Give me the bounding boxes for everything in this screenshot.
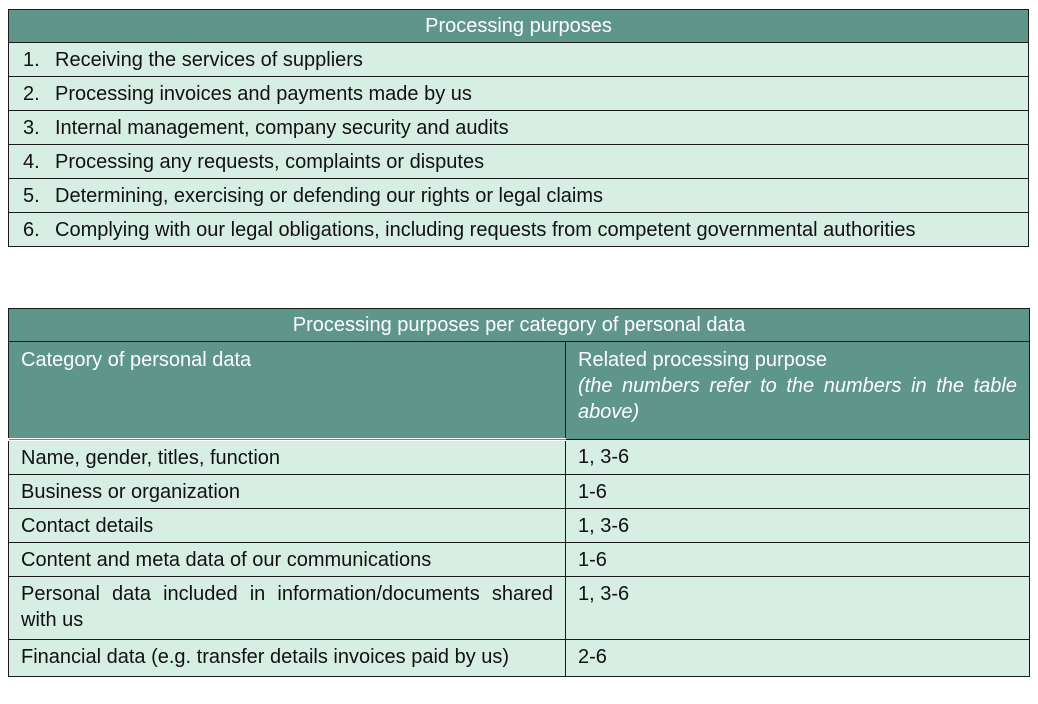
category-cell: Personal data included in information/documents shared with us: [9, 577, 566, 640]
category-cell: Contact details: [9, 509, 566, 543]
category-cell: Financial data (e.g. transfer details invoices paid by us): [9, 640, 566, 677]
column-header-purpose: [566, 342, 1030, 440]
table-row: [9, 111, 1029, 145]
purpose-cell: [9, 145, 1029, 179]
purpose-ref-cell: 1-6: [566, 543, 1030, 577]
processing-purposes-table: [8, 9, 1029, 247]
column-header-label: Category of personal data: [21, 349, 252, 371]
purpose-number: 4.: [23, 151, 40, 173]
table-row: [9, 475, 1030, 509]
purpose-cell: [9, 77, 1029, 111]
category-cell: Name, gender, titles, function: [9, 440, 566, 475]
purpose-number: 1.: [23, 49, 40, 71]
purpose-ref-cell: 1-6: [566, 475, 1030, 509]
purpose-number: 3.: [23, 117, 40, 139]
purposes-per-category-table: [8, 308, 1030, 677]
purpose-cell: [9, 111, 1029, 145]
category-cell: Content and meta data of our communications: [9, 543, 566, 577]
purpose-ref-cell: 1, 3-6: [566, 577, 1030, 640]
purpose-ref-cell: 1, 3-6: [566, 509, 1030, 543]
column-header-label: Related processing purpose: [578, 349, 828, 371]
purpose-number: 5.: [23, 185, 40, 207]
purpose-text: Complying with our legal obligations, including requests from competent governmental authorities: [55, 219, 916, 241]
table-row: [9, 577, 1030, 640]
purpose-number: 6.: [23, 219, 40, 241]
table-row: [9, 543, 1030, 577]
category-cell: Business or organization: [9, 475, 566, 509]
table-row: [9, 213, 1029, 247]
purpose-text: Determining, exercising or defending our rights or legal claims: [55, 185, 604, 207]
table-row: [9, 509, 1030, 543]
purpose-text: Processing any requests, complaints or disputes: [55, 151, 485, 173]
table-header: Processing purposes: [9, 10, 1029, 43]
purpose-text: Internal management, company security and audits: [55, 117, 509, 139]
purpose-text: Receiving the services of suppliers: [55, 49, 363, 71]
table-row: [9, 179, 1029, 213]
table-row: [9, 440, 1030, 475]
column-header-category: [9, 342, 566, 440]
purpose-text: Processing invoices and payments made by us: [55, 83, 472, 105]
purpose-ref-cell: 1, 3-6: [566, 440, 1030, 475]
table-row: [9, 77, 1029, 111]
purpose-cell: [9, 43, 1029, 77]
purpose-cell: [9, 179, 1029, 213]
purpose-number: 2.: [23, 83, 40, 105]
purpose-ref-cell: 2-6: [566, 640, 1030, 677]
purpose-cell: [9, 213, 1029, 247]
column-header-note: (the numbers refer to the numbers in the table above): [578, 375, 1017, 423]
table-row: [9, 43, 1029, 77]
table-row: [9, 145, 1029, 179]
table-row: [9, 640, 1030, 677]
table-header: Processing purposes per category of personal data: [9, 309, 1030, 342]
